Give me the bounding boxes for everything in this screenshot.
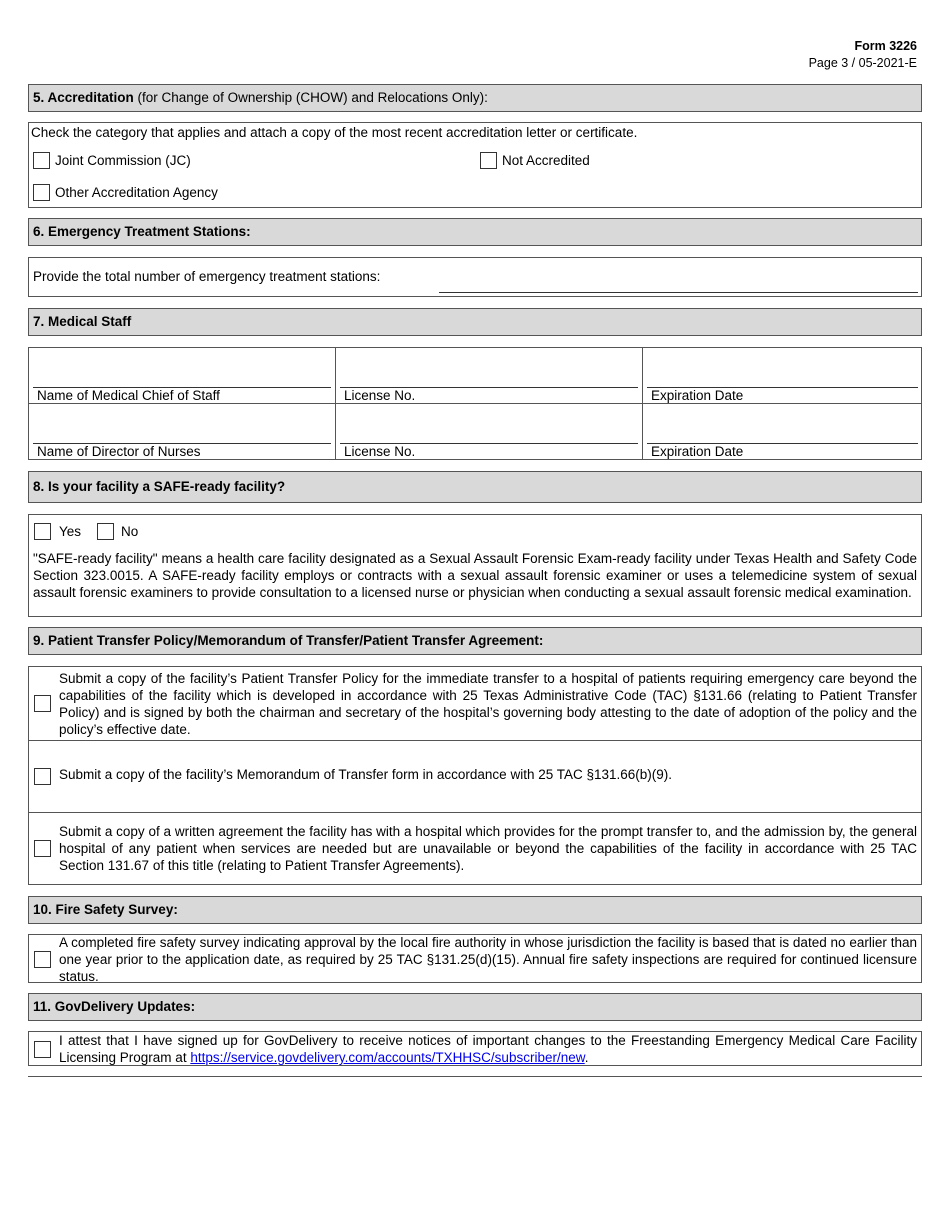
checkbox-not-accredited[interactable] [480,152,497,169]
nurses-license-label: License No. [344,444,416,459]
section-9-title: 9. Patient Transfer Policy/Memorandum of Transfer/Patient Transfer Agreement: [33,633,544,648]
section-5-header [28,84,922,112]
checkbox-transfer-policy[interactable] [34,695,51,712]
nurses-expiration-label: Expiration Date [651,444,744,459]
section-6-header [28,218,922,246]
transfer-agreement-text: Submit a copy of a written agreement the facility has with a hospital which provides for the prompt transfer to, and the admission by, the general hospital of any patient when services are needed but are unavailable or beyond the capabilities of the facility in accordance with 25 TAC Section 131.67 of this title (relating to Patient Transfer Agreements). [59,824,917,873]
label-other-accreditation: Other Accreditation Agency [55,185,218,200]
memorandum-text: Submit a copy of the facility’s Memorandum of Transfer form in accordance with 25 TAC §131.66(b)(9). [59,767,673,782]
director-of-nurses-label: Name of Director of Nurses [37,444,201,459]
transfer-policy-text: Submit a copy of the facility’s Patient Transfer Policy for the immediate transfer to a hospital of patients requiring emergency care beyond the capabilities of the facility which is developed in accordance with 25 Texas Administrative Code (TAC) §131.66 (relating to Patient Transfer Policy) and is signed by both the chairman and secretary of the hospital’s governing body attesting to the date of adoption of the policy and the policy’s effective date. [59,671,917,737]
director-of-nurses-name-field[interactable] [33,426,331,444]
section-10-header [28,896,922,924]
nurses-expiration-field[interactable] [647,426,918,444]
section-11-title: 11. GovDelivery Updates: [33,999,196,1014]
label-joint-commission: Joint Commission (JC) [55,153,191,168]
section-5-title: 5. Accreditation [33,90,134,105]
section-10-body [28,934,922,983]
label-safe-no: No [121,524,139,539]
emergency-stations-input[interactable] [439,276,918,293]
section-6-title: 6. Emergency Treatment Stations: [33,224,251,239]
chief-license-field[interactable] [340,370,638,388]
section-7-title: 7. Medical Staff [33,314,132,329]
section-8-body [28,514,922,617]
section-9-header [28,627,922,655]
medical-staff-table [28,347,922,460]
checkbox-govdelivery[interactable] [34,1041,51,1058]
section-10-title: 10. Fire Safety Survey: [33,902,178,917]
fire-safety-text: A completed fire safety survey indicating approval by the local fire authority in whose jurisdiction the facility is based that is dated no earlier than one year prior to the application date, as required by 25 TAC §131.25(d)(15). Annual fire safety inspections are required for continued licensure status. [59,935,917,984]
label-safe-yes: Yes [59,524,82,539]
nurses-license-field[interactable] [340,426,638,444]
section-11-header [28,993,922,1021]
checkbox-other-accreditation[interactable] [33,184,50,201]
checkbox-safe-yes[interactable] [34,523,51,540]
section-8-header [28,471,922,503]
chief-expiration-label: Expiration Date [651,388,744,403]
checkbox-fire-safety[interactable] [34,951,51,968]
safe-ready-definition: "SAFE-ready facility" means a health care facility designated as a Sexual Assault Forensic Exam-ready facility under Texas Health and Safety Code Section 323.0015. A SAFE-ready facility employs or contracts with a sexual assault forensic examiner or uses a telemedicine system of sexual assault forensic examiners to provide consultation to a licensed nurse or physician when conducting a sexual assault forensic medical examination. [33,551,917,600]
checkbox-joint-commission[interactable] [33,152,50,169]
section-9-body [28,666,922,885]
govdelivery-end: . [584,1050,589,1065]
page-info: Page 3 / 05-2021-E [808,56,917,70]
chief-license-label: License No. [344,388,416,403]
chief-of-staff-name-field[interactable] [33,370,331,388]
checkbox-memorandum-of-transfer[interactable] [34,768,51,785]
bottom-divider [28,1076,922,1077]
accreditation-instruction: Check the category that applies and attach a copy of the most recent accreditation letter or certificate. [31,125,638,140]
govdelivery-text [59,1032,917,1066]
form-number: Form 3226 [854,39,917,53]
chief-of-staff-label: Name of Medical Chief of Staff [37,388,220,403]
chief-expiration-field[interactable] [647,370,918,388]
section-6-body [28,257,922,297]
section-8-title: 8. Is your facility a SAFE-ready facility? [33,479,286,494]
govdelivery-attestation: I attest that I have signed up for GovDelivery to receive notices of important changes to the Freestanding Emergency Medical Care Facility Licensing Program at [59,1033,917,1065]
label-not-accredited: Not Accredited [502,153,590,168]
checkbox-safe-no[interactable] [97,523,114,540]
section-7-header [28,308,922,336]
section-5-body [28,122,922,208]
section-11-body [28,1031,922,1066]
emergency-stations-prompt: Provide the total number of emergency treatment stations: [33,269,381,284]
section-5-subtitle: (for Change of Ownership (CHOW) and Relocations Only): [133,90,488,105]
checkbox-transfer-agreement[interactable] [34,840,51,857]
govdelivery-link[interactable]: https://service.govdelivery.com/accounts/TXHHSC/subscriber/new [190,1050,585,1065]
